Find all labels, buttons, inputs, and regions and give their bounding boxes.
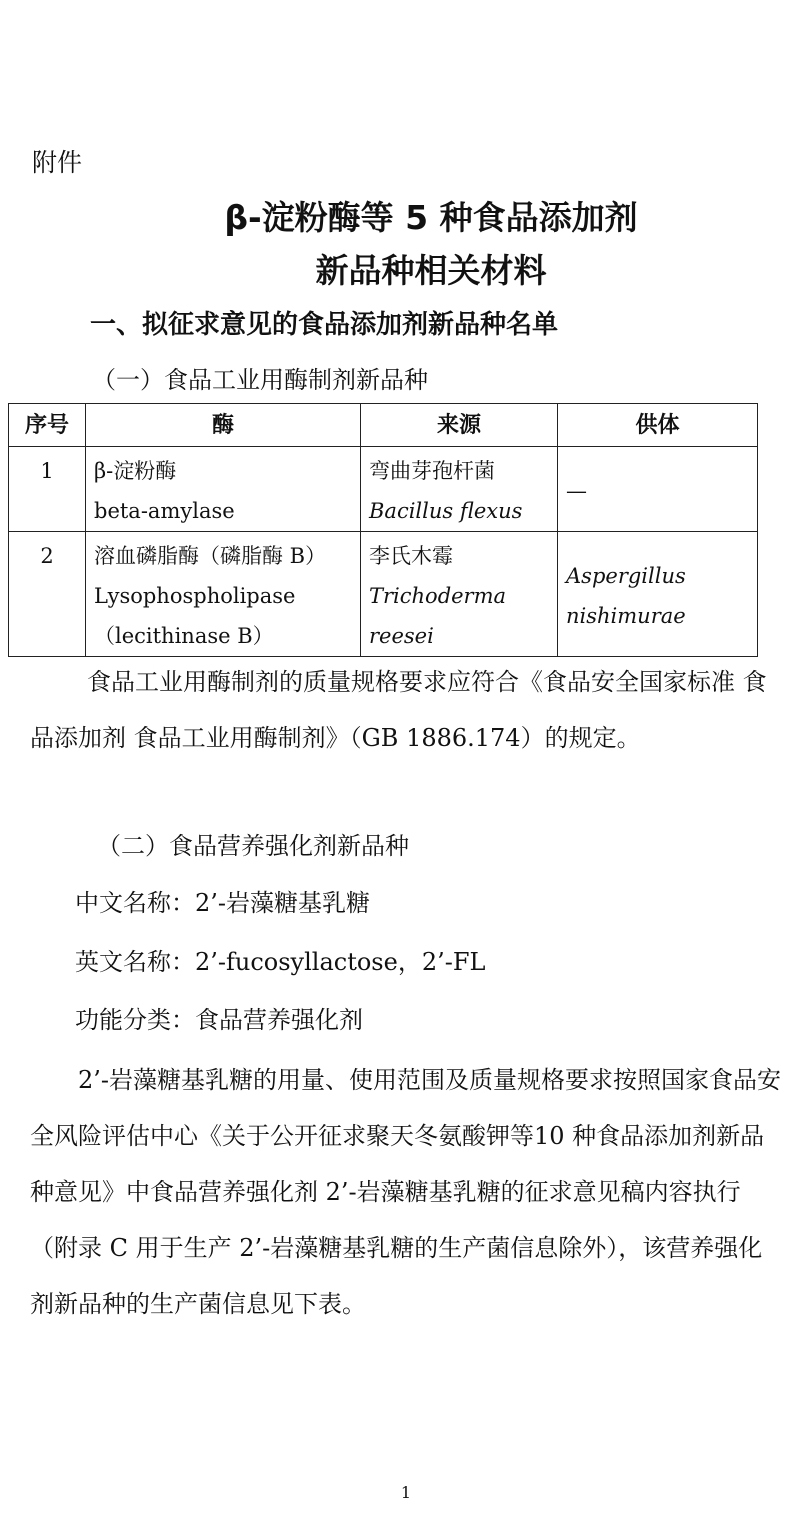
chinese-name-line: 中文名称：2’-岩藻糖基乳糖 — [75, 889, 371, 917]
paragraph-first-line: 2’-岩藻糖基乳糖的用量、使用范围及质量规格要求按照 — [78, 1066, 662, 1094]
source-latin-species: reesei — [369, 624, 434, 648]
header-enzyme: 酶 — [86, 404, 361, 447]
enzyme-spec-paragraph: 食品工业用酶制剂的质量规格要求应符合《食品安全国家标准 食品添加剂 食品工业用酶制剂》（GB 1886.174）的规定。 — [30, 668, 767, 752]
enzyme-en-alt: （lecithinase B） — [94, 624, 274, 648]
donor-genus: Aspergillus — [566, 564, 686, 588]
fortifier-spec-paragraph — [30, 1052, 782, 1332]
cell-no: 1 — [9, 447, 86, 532]
subsection-title-enzymes: （一）食品工业用酶制剂新品种 — [92, 366, 428, 394]
table-row — [9, 447, 758, 532]
header-no: 序号 — [9, 404, 86, 447]
header-donor: 供体 — [558, 404, 758, 447]
source-latin: Bacillus flexus — [369, 499, 523, 523]
header-source: 来源 — [361, 404, 558, 447]
source-latin-genus: Trichoderma — [369, 584, 507, 608]
donor-value: — — [566, 479, 587, 503]
enzyme-en: Lysophospholipase — [94, 584, 296, 608]
enzyme-table — [8, 403, 758, 657]
subsection-title-fortifier: （二）食品营养强化剂新品种 — [97, 832, 409, 860]
cell-donor — [558, 532, 758, 657]
english-name-line: 英文名称：2’-fucosyllactose，2’-FL — [75, 948, 486, 976]
section-heading: 一、拟征求意见的食品添加剂新品种名单 — [90, 310, 559, 340]
cell-no: 2 — [9, 532, 86, 657]
source-cn: 弯曲芽孢杆菌 — [369, 459, 495, 483]
document-title-line2: 新品种相关材料 — [315, 251, 547, 290]
cell-enzyme — [86, 532, 361, 657]
attachment-label: 附件 — [32, 148, 83, 177]
table-header-row — [9, 404, 758, 447]
table-row — [9, 532, 758, 657]
function-class-line: 功能分类：食品营养强化剂 — [75, 1006, 363, 1034]
paragraph-rest: 国家食品安全风险评估中心《关于公开征求聚天冬氨酸钾等10 种食品添加剂新品种意见》中食品营养强化剂 2’-岩藻糖基乳糖的征求意见稿内容执行（附录 C 用于生产 2’-岩藻糖基乳糖的生产菌信息除外），该营养强化剂新品种的生产菌信息见下表。 — [30, 1066, 782, 1318]
document-title-line1: β-淀粉酶等 5 种食品添加剂 — [224, 198, 638, 237]
source-cn: 李氏木霉 — [369, 544, 453, 568]
cell-source — [361, 447, 558, 532]
cell-enzyme — [86, 447, 361, 532]
enzyme-cn: β-淀粉酶 — [94, 459, 177, 483]
cell-source — [361, 532, 558, 657]
cell-donor — [558, 447, 758, 532]
page-number: 1 — [400, 1483, 412, 1502]
enzyme-en: beta-amylase — [94, 499, 235, 523]
enzyme-cn: 溶血磷脂酶（磷脂酶 B） — [94, 544, 327, 568]
donor-species: nishimurae — [566, 604, 686, 628]
